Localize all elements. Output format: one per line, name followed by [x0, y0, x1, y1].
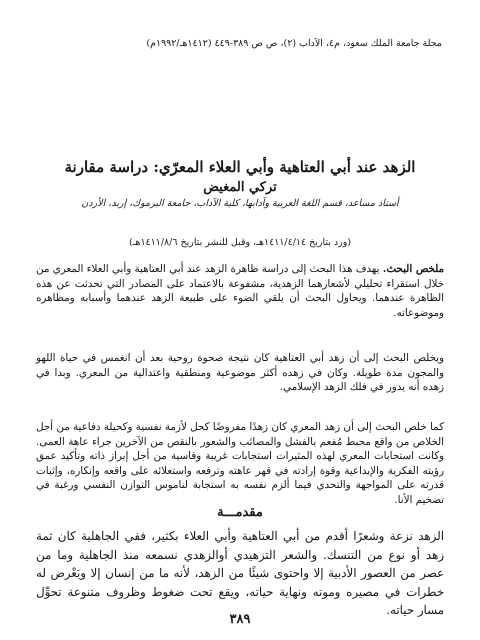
submission-dates: (ورد بتاريخ ١٤١١/٤/١٤هـ، وقبل للنشر بتاريخ ١٤١١/٨/٦هـ): [128, 237, 352, 248]
abstract-paragraph-2: ويخلص البحث إلى أن زهد أبي العتاهية كان نتيجة صحوة روحية بعد أن انغمس في حياة اللهو والمجون مدة طويلة. وكان في زهده أكثر موضوعية ومنطقية واعتدالية من المعري. وبدا في زهده أنه يدور في فلك الزهد الإسلامي.: [36, 352, 444, 394]
abstract-paragraph-3: كما خلص البحث إلى أن زهد المعري كان زهدًا مفروضًا كحل لأزمة نفسية وكحيلة دفاعية من أجل الخلاص من واقع محبط مُفعم بالفشل والمصائب والشعور بالنقص من الآخرين جراء عاهة العمى. وكانت استجابات المعري لهذه المثيرات استجابات غريبة وقاسية من أجل إبراز ذاته وتأكيد عمق رؤيته الفكرية والإبداعية وقوة إرادته في قهر عاهته وترفعه واستعلائه على واقعه وإنكاره، وإثبات قدرته على المواجهة والتحدي فيما ألزم نفسه به استجابة لناموس التوازن النفسي ورغبة في تضخيم الأنا.: [36, 421, 444, 506]
introduction-paragraph: الزهد نزعة وشعرًا أقدم من أبي العتاهية وأبي العلاء بكثير، ففي الجاهلية كان ثمة زهد أو نوع من التنسك. والشعر التزهيدي أوالزهدي نسمعه منذ الجاهلية وما من عصر من العصور الأدبية إلا واحتوى شيئًا من الزهد، لأنه ما من إنسان إلا ويَعْرض له خطرات في مصيره وموته ونهاية حياته، ويقع تحت ضغوط وظروف متنوعة تحوِّل مسار حياته.: [36, 529, 444, 617]
section-heading-introduction: مقدمـــة: [217, 505, 263, 520]
page-number: ٣٨٩: [229, 612, 251, 627]
article-title: الزهد عند أبي العتاهية وأبي العلاء المعرّي: دراسة مقارنة: [64, 158, 416, 176]
abstract-paragraph-1: [36, 262, 444, 320]
author-affiliation: أستاذ مساعد، قسم اللغة العربية وآدابها، كلية الآداب، جامعة اليرموك، إربد، الأردن: [81, 198, 399, 209]
author-name: تركي المغيض: [203, 180, 277, 195]
running-head: مجلة جامعة الملك سعود، م٤، الآداب (٢)، ص ص ٣٨٩-٤٤٩ (١٤١٢هـ/١٩٩٢م): [146, 38, 442, 49]
abstract-text-1: يهدف هذا البحث إلى دراسة ظاهرة الزهد عند أبي العتاهية وأبي العلاء المعري من خلال استقراء تحليلي لأشعارهما الزهدية، مشفوعة بالاعتماد على المصادر التي تحدثت عن هذه الظاهرة عندهما. ويحاول البحث أن يلقي الضوء على طبيعة الزهد عندهما وأسبابه ومظاهره وموضوعاته.: [36, 263, 444, 319]
abstract-lead: ملخص البحث.: [382, 263, 445, 275]
